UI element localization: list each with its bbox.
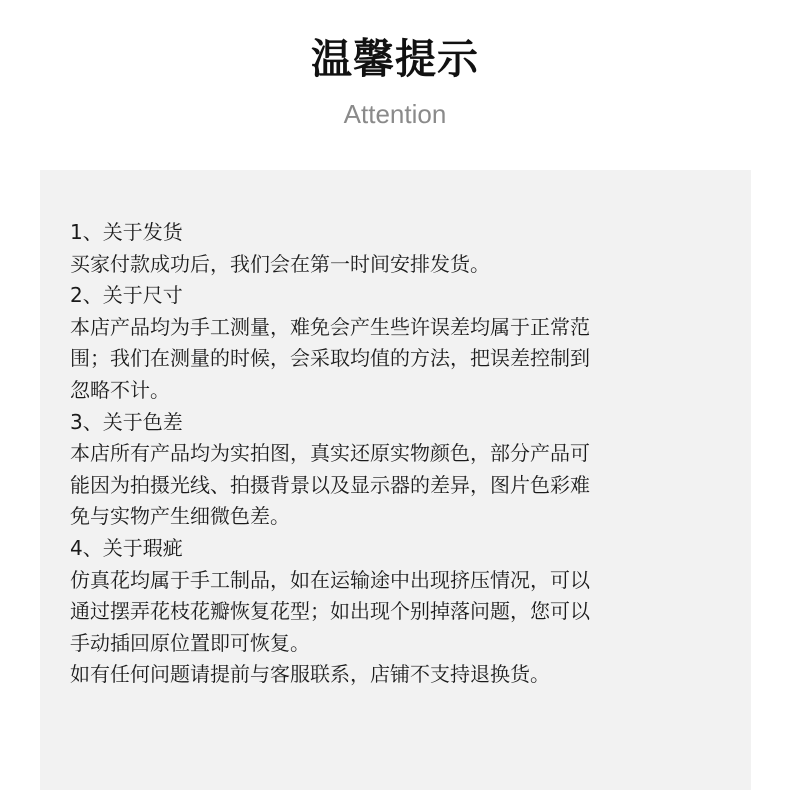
page-title: 温馨提示 — [311, 35, 479, 83]
section-heading-shipping: 1、关于发货 — [70, 220, 183, 244]
section-heading-color: 3、关于色差 — [70, 409, 183, 434]
closing-note: 如有任何问题请提前与客服联系，店铺不支持退换货。 — [70, 662, 550, 687]
color-text-line-1: 本店所有产品均为实拍图，真实还原实物颜色，部分产品可 — [70, 441, 590, 466]
shipping-text: 买家付款成功后，我们会在第一时间安排发货。 — [70, 251, 490, 276]
page-subtitle: Attention — [343, 99, 447, 129]
size-text-line-2: 围；我们在测量的时候，会采取均值的方法，把误差控制到 — [70, 346, 590, 371]
section-heading-defects: 4、关于瑕疵 — [70, 535, 183, 560]
notice-content — [70, 217, 730, 691]
notice-panel — [40, 170, 751, 790]
color-text-line-2: 能因为拍摄光线、拍摄背景以及显示器的差异，图片色彩难 — [70, 472, 590, 497]
size-text-line-1: 本店产品均为手工测量，难免会产生些许误差均属于正常范 — [70, 314, 590, 339]
defects-text-line-1: 仿真花均属于手工制品，如在运输途中出现挤压情况，可以 — [70, 567, 590, 592]
defects-text-line-2: 通过摆弄花枝花瓣恢复花型；如出现个别掉落问题，您可以 — [70, 599, 590, 624]
size-text-line-3: 忽略不计。 — [70, 377, 170, 402]
color-text-line-3: 免与实物产生细微色差。 — [70, 504, 290, 529]
defects-text-line-3: 手动插回原位置即可恢复。 — [70, 630, 310, 655]
section-heading-size: 2、关于尺寸 — [70, 283, 183, 308]
